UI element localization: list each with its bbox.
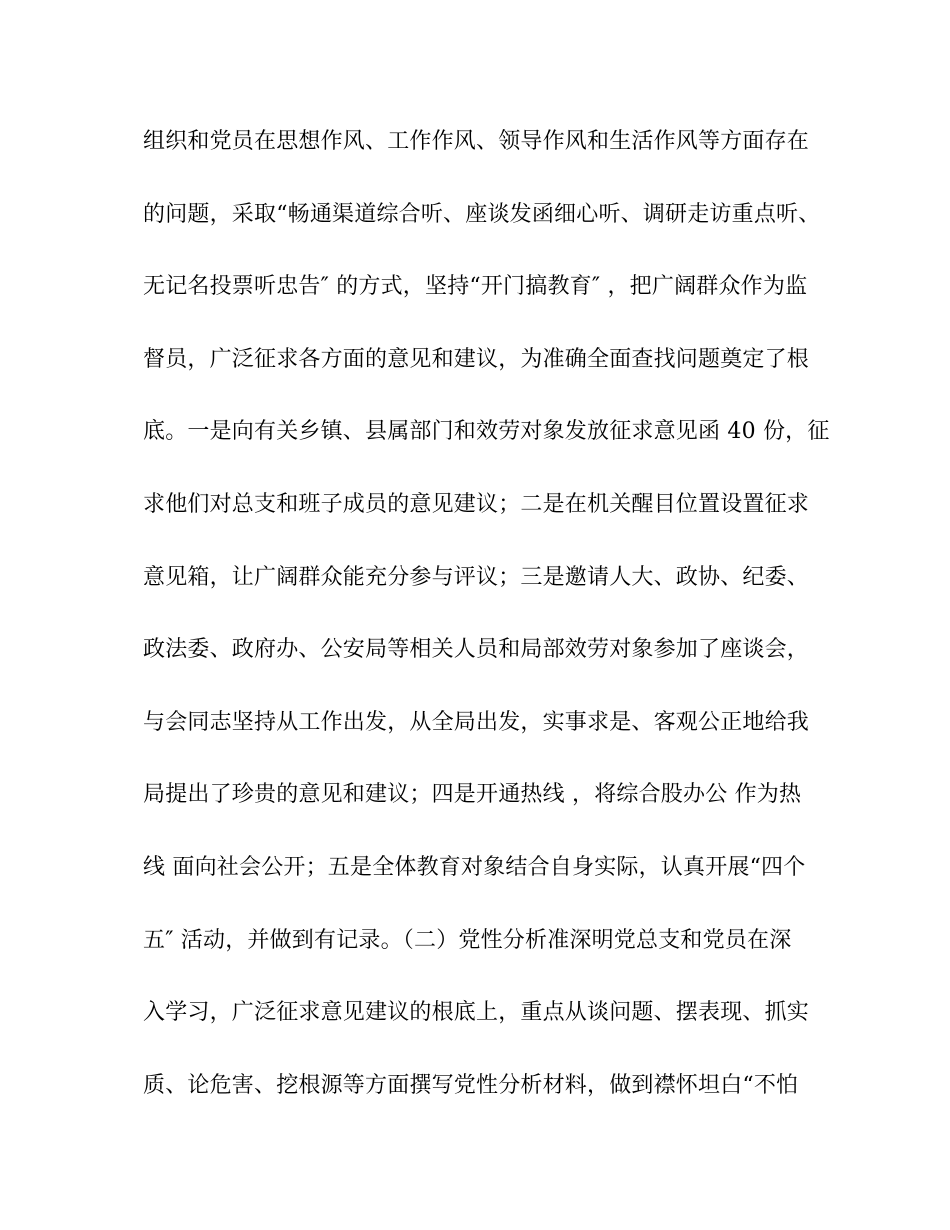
text-line-1: 组织和党员在思想作风、工作作风、领导作风和生活作风等方面存在 bbox=[143, 129, 810, 154]
text-line-8: 政法委、政府办、公安局等相关人员和局部效劳对象参加了座谈会， bbox=[143, 637, 810, 663]
text-line-3: 无记名投票听忠告″ 的方式，坚持“开门搞教育″ ，把广阔群众作为监 bbox=[143, 274, 808, 300]
text-line-7: 意见箱，让广阔群众能充分参与评议；三是邀请人大、政协、纪委、 bbox=[143, 564, 810, 590]
text-line-12: 五″ 活动，并做到有记录。（二）党性分析准深明党总支和党员在深 bbox=[143, 927, 792, 953]
text-line-13: 入学习，广泛征求意见建议的根底上，重点从谈问题、摆表现、抓实 bbox=[143, 1000, 810, 1026]
text-line-2: 的问题，采取“畅通渠道综合听、座谈发函细心听、调研走访重点听、 bbox=[143, 201, 821, 227]
body-text bbox=[143, 124, 830, 1140]
text-line-11: 线 面向社会公开；五是全体教育对象结合自身实际，认真开展“四个 bbox=[143, 854, 806, 880]
text-line-14: 质、论危害、挖根源等方面撰写党性分析材料，做到襟怀坦白“不怕 bbox=[143, 1072, 799, 1098]
text-line-5: 底。一是向有关乡镇、县属部门和效劳对象发放征求意见函 40 份，征 bbox=[143, 419, 830, 445]
text-line-10: 局提出了珍贵的意见和建议；四是开通热线 ，将综合股办公 作为热 bbox=[143, 782, 802, 808]
text-line-6: 求他们对总支和班子成员的意见建议；二是在机关醒目位置设置征求 bbox=[143, 491, 810, 517]
text-line-4: 督员，广泛征求各方面的意见和建议，为准确全面查找问题奠定了根 bbox=[143, 346, 810, 372]
text-line-9: 与会同志坚持从工作出发，从全局出发，实事求是、客观公正地给我 bbox=[143, 709, 810, 735]
